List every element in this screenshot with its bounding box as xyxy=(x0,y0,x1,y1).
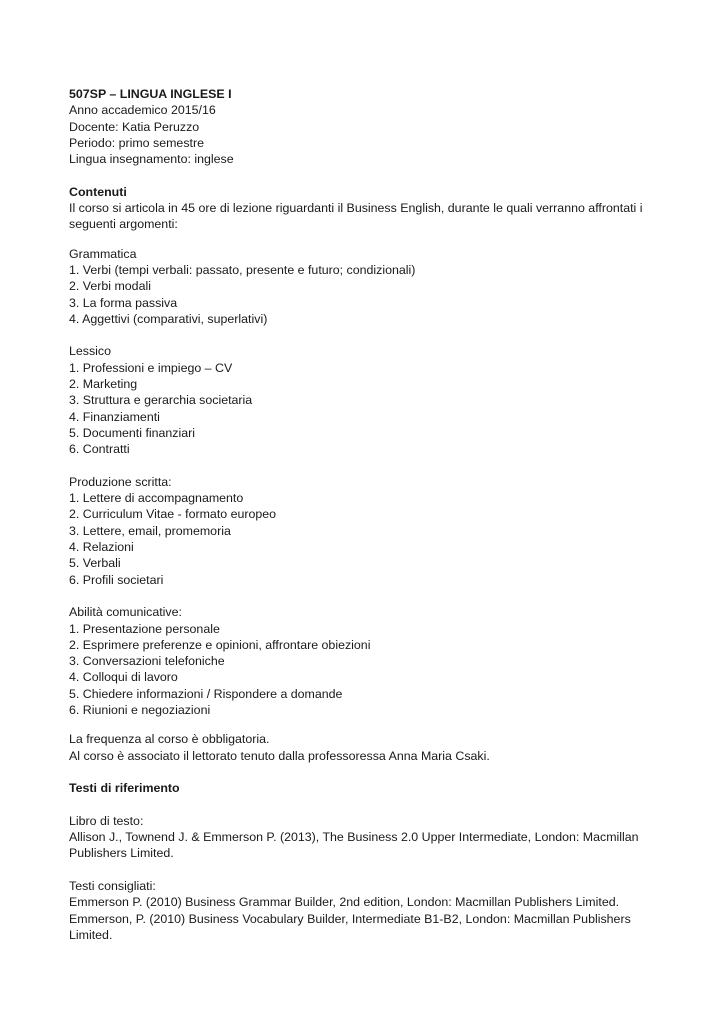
abilita-heading: Abilità comunicative: xyxy=(69,605,182,620)
list-item: 6. Riunioni e negoziazioni xyxy=(69,702,211,717)
list-item: 3. La forma passiva xyxy=(69,295,178,310)
lettorato-text: Al corso è associato il lettorato tenuto dalla professoressa Anna Maria Csaki. xyxy=(69,748,490,763)
libro-label: Libro di testo: xyxy=(69,813,144,828)
list-item: 1. Presentazione personale xyxy=(69,621,220,636)
list-item: 5. Verbali xyxy=(69,556,121,571)
grammatica-heading: Grammatica xyxy=(69,246,137,261)
list-item: 4. Relazioni xyxy=(69,540,134,555)
consigliati-reference: Emmerson P. (2010) Business Grammar Builder, 2nd edition, London: Macmillan Publishers Limited. xyxy=(69,895,620,910)
consigliati-reference: Emmerson, P. (2010) Business Vocabulary Builder, Intermediate B1-B2, London: Macmillan Publishers Limited. xyxy=(69,911,631,942)
teacher: Docente: Katia Peruzzo xyxy=(69,119,200,134)
list-item: 1. Verbi (tempi verbali: passato, presente e futuro; condizionali) xyxy=(69,262,416,277)
lessico-heading: Lessico xyxy=(69,344,112,359)
libro-reference: Allison J., Townend J. & Emmerson P. (2013), The Business 2.0 Upper Intermediate, London: Macmillan Publishers Limited. xyxy=(69,830,639,861)
list-item: 2. Curriculum Vitae - formato europeo xyxy=(69,507,277,522)
list-item: 4. Aggettivi (comparativi, superlativi) xyxy=(69,311,268,326)
frequenza-text: La frequenza al corso è obbligatoria. xyxy=(69,732,270,747)
list-item: 3. Conversazioni telefoniche xyxy=(69,654,225,669)
teaching-language: Lingua insegnamento: inglese xyxy=(69,152,234,167)
period: Periodo: primo semestre xyxy=(69,135,204,150)
course-title: 507SP – LINGUA INGLESE I xyxy=(69,87,232,101)
list-item: 5. Documenti finanziari xyxy=(69,425,196,440)
list-item: 3. Lettere, email, promemoria xyxy=(69,523,231,538)
list-item: 6. Profili societari xyxy=(69,572,164,587)
testi-heading: Testi di riferimento xyxy=(69,781,180,796)
list-item: 2. Verbi modali xyxy=(69,279,151,294)
contenuti-intro: Il corso si articola in 45 ore di lezione riguardanti il Business English, durante le quali verranno affrontati i seguenti argomenti: xyxy=(69,201,643,232)
list-item: 1. Professioni e impiego – CV xyxy=(69,360,233,375)
list-item: 1. Lettere di accompagnamento xyxy=(69,491,244,506)
consigliati-label: Testi consigliati: xyxy=(69,878,156,893)
document-page xyxy=(69,86,669,943)
list-item: 6. Contratti xyxy=(69,442,130,457)
list-item: 2. Esprimere preferenze e opinioni, affrontare obiezioni xyxy=(69,637,371,652)
list-item: 3. Struttura e gerarchia societaria xyxy=(69,393,253,408)
list-item: 5. Chiedere informazioni / Rispondere a domande xyxy=(69,686,343,701)
academic-year: Anno accademico 2015/16 xyxy=(69,103,216,118)
list-item: 4. Colloqui di lavoro xyxy=(69,670,178,685)
list-item: 2. Marketing xyxy=(69,377,138,392)
list-item: 4. Finanziamenti xyxy=(69,409,160,424)
contenuti-heading: Contenuti xyxy=(69,184,127,199)
produzione-heading: Produzione scritta: xyxy=(69,474,172,489)
